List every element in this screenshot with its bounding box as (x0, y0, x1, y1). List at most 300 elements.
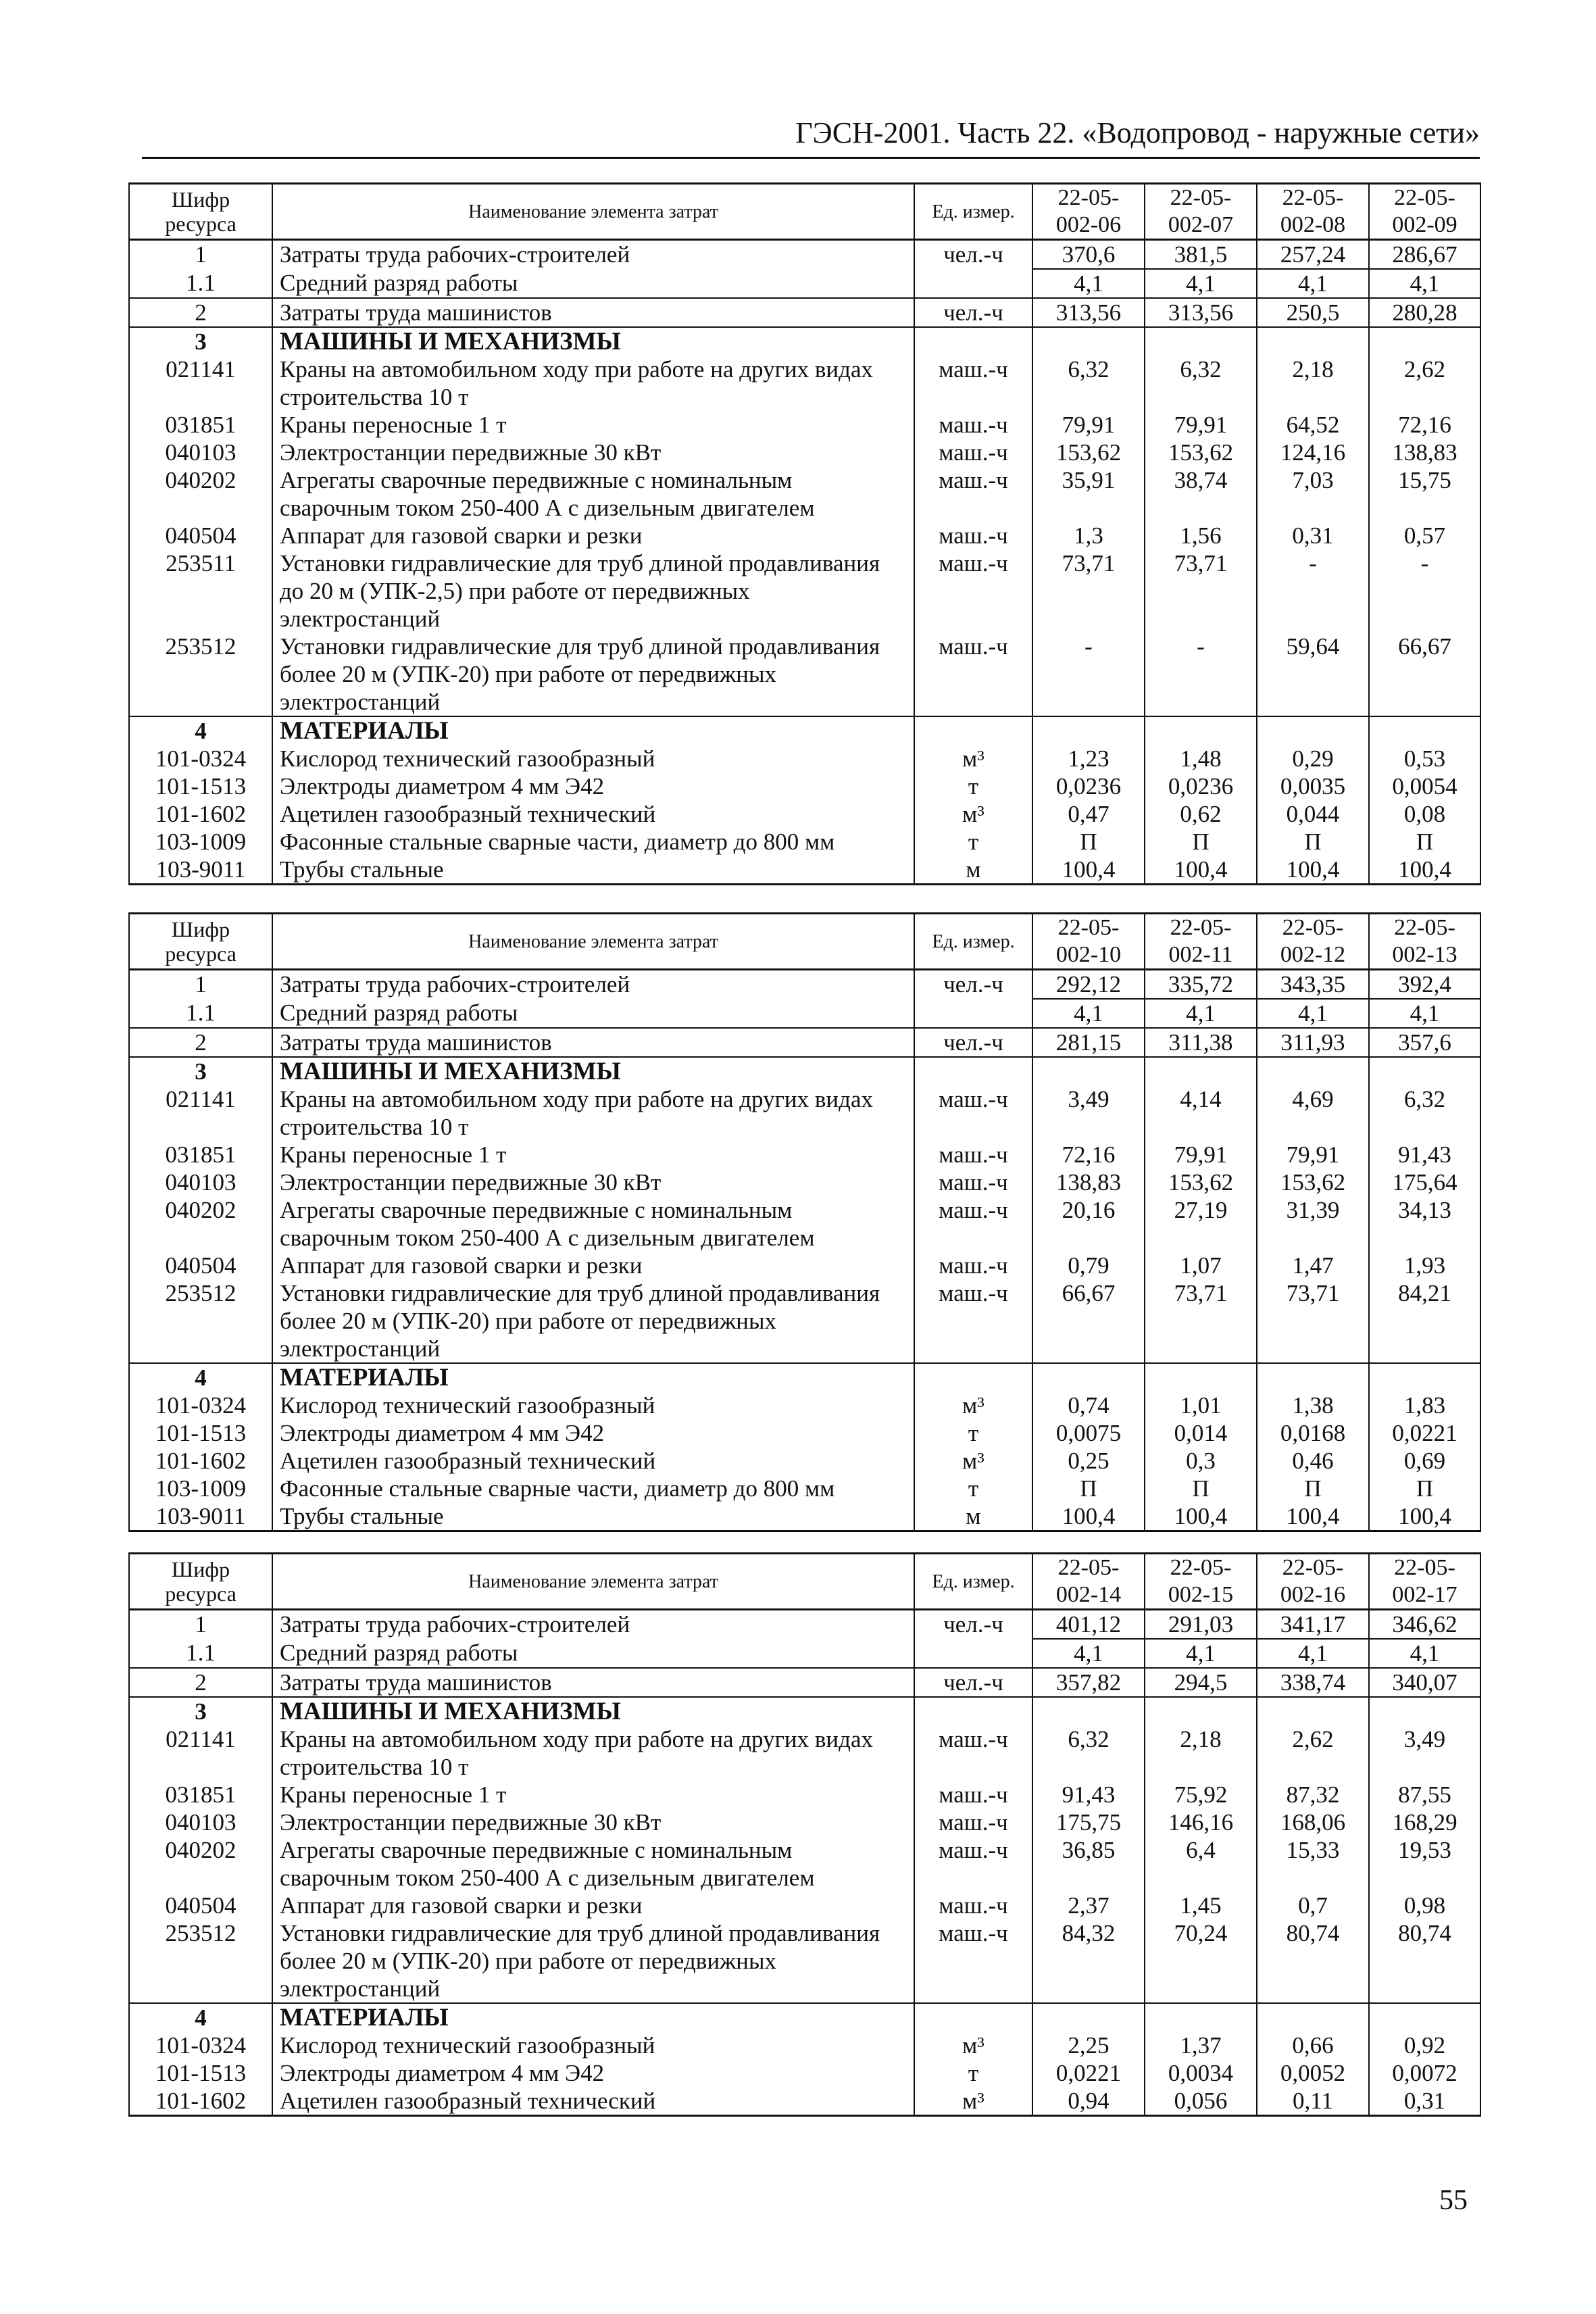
cost-element-cell: Средний разряд работы (272, 999, 914, 1028)
value-cell: 138,83 (1369, 439, 1480, 466)
value-cell: 1,37 (1145, 2032, 1257, 2059)
page-number: 55 (1439, 2185, 1468, 2216)
table-row (129, 828, 1480, 856)
value-cell: 357,6 (1369, 1028, 1480, 1057)
unit-cell: т (914, 1419, 1032, 1447)
value-cell: 4,1 (1032, 999, 1145, 1028)
unit-cell: м³ (914, 2087, 1032, 2116)
value-cell: 31,39 (1257, 1196, 1369, 1252)
cost-element-cell: Электроды диаметром 4 мм Э42 (272, 2059, 914, 2087)
value-cell: 100,4 (1145, 1502, 1257, 1531)
value-cell: 72,16 (1369, 411, 1480, 439)
cost-element-cell: Кислород технический газообразный (272, 1392, 914, 1419)
table-row (129, 411, 1480, 439)
value-cell: 4,1 (1145, 999, 1257, 1028)
section-row (129, 327, 1480, 355)
value-cell: 0,0072 (1369, 2059, 1480, 2087)
value-cell: - (1145, 633, 1257, 716)
value-cell: 0,31 (1369, 2087, 1480, 2116)
value-cell: 153,62 (1257, 1168, 1369, 1196)
value-cell: 138,83 (1032, 1168, 1145, 1196)
unit-cell: маш.-ч (914, 1808, 1032, 1836)
value-cell: 73,71 (1257, 1279, 1369, 1363)
value-cell: 4,1 (1145, 1639, 1257, 1668)
value-cell: 87,32 (1257, 1781, 1369, 1808)
value-cell: 1,83 (1369, 1392, 1480, 1419)
unit-cell: маш.-ч (914, 1168, 1032, 1196)
value-cell: 1,38 (1257, 1392, 1369, 1419)
unit-cell: маш.-ч (914, 1892, 1032, 1919)
value-cell: 2,37 (1032, 1892, 1145, 1919)
unit-cell: т (914, 828, 1032, 856)
cost-element-cell: Ацетилен газообразный технический (272, 2087, 914, 2116)
norm-code-header: 22-05-002-08 (1257, 184, 1369, 240)
value-cell: 100,4 (1032, 856, 1145, 885)
resource-code-cell: 253512 (129, 1279, 272, 1363)
value-cell: 0,62 (1145, 800, 1257, 828)
resource-code-cell: 1 (129, 970, 272, 1000)
unit-cell: м³ (914, 2032, 1032, 2059)
cost-element-cell: Краны переносные 1 т (272, 411, 914, 439)
table-row (129, 1419, 1480, 1447)
resource-code-cell: 040504 (129, 1892, 272, 1919)
resource-code-cell: 040103 (129, 1168, 272, 1196)
table-row (129, 970, 1480, 1000)
value-cell: 0,0168 (1257, 1419, 1369, 1447)
value-cell: 20,16 (1032, 1196, 1145, 1252)
section-title-cell: МАТЕРИАЛЫ (272, 2003, 914, 2032)
value-cell: 0,0054 (1369, 772, 1480, 800)
value-cell: 79,91 (1032, 411, 1145, 439)
value-cell: 294,5 (1145, 1668, 1257, 1697)
table-row (129, 999, 1480, 1028)
norm-code-header: 22-05-002-12 (1257, 914, 1369, 970)
unit-cell (914, 269, 1032, 298)
value-cell (1145, 1363, 1257, 1392)
value-cell: 250,5 (1257, 298, 1369, 327)
value-cell: 79,91 (1145, 411, 1257, 439)
value-cell: 75,92 (1145, 1781, 1257, 1808)
unit-cell (914, 1639, 1032, 1668)
value-cell: 7,03 (1257, 466, 1369, 522)
table-row (129, 1085, 1480, 1141)
value-cell: 280,28 (1369, 298, 1480, 327)
value-cell: 73,71 (1145, 549, 1257, 633)
value-cell: 6,32 (1032, 355, 1145, 411)
value-cell: 100,4 (1032, 1502, 1145, 1531)
value-cell (1145, 1697, 1257, 1725)
cost-element-cell: Агрегаты сварочные передвижные с номинальным сварочным током 250-400 А с дизельным двигателем (272, 466, 914, 522)
value-cell: 311,93 (1257, 1028, 1369, 1057)
value-cell: 4,1 (1257, 269, 1369, 298)
value-cell: 0,98 (1369, 1892, 1480, 1919)
cost-element-cell: Кислород технический газообразный (272, 745, 914, 772)
table-row (129, 1836, 1480, 1892)
value-cell: 73,71 (1032, 549, 1145, 633)
cost-element-cell: Краны на автомобильном ходу при работе на других видах строительства 10 т (272, 355, 914, 411)
table-row (129, 355, 1480, 411)
value-cell (1145, 327, 1257, 355)
value-cell: 168,29 (1369, 1808, 1480, 1836)
norm-code-header: 22-05-002-17 (1369, 1554, 1480, 1610)
cost-element-cell: Средний разряд работы (272, 269, 914, 298)
value-cell: 84,21 (1369, 1279, 1480, 1363)
value-cell (1032, 1697, 1145, 1725)
section-row (129, 2003, 1480, 2032)
unit-cell (914, 1697, 1032, 1725)
value-cell: - (1369, 549, 1480, 633)
value-cell (1257, 2003, 1369, 2032)
table-row (129, 1808, 1480, 1836)
unit-cell: м³ (914, 1392, 1032, 1419)
value-cell: 3,49 (1369, 1725, 1480, 1781)
table-row (129, 2032, 1480, 2059)
value-cell: 4,14 (1145, 1085, 1257, 1141)
value-cell: 1,3 (1032, 522, 1145, 549)
resource-code-cell: 101-1602 (129, 2087, 272, 2116)
value-cell: 1,45 (1145, 1892, 1257, 1919)
value-cell (1257, 327, 1369, 355)
cost-element-cell: Фасонные стальные сварные части, диаметр до 800 мм (272, 1475, 914, 1502)
value-cell (1257, 1363, 1369, 1392)
value-cell: П (1032, 1475, 1145, 1502)
value-cell: 100,4 (1369, 1502, 1480, 1531)
resource-code-cell: 4 (129, 1363, 272, 1392)
value-cell: 281,15 (1032, 1028, 1145, 1057)
resource-code-header: Шифр ресурса (129, 184, 272, 240)
value-cell: 91,43 (1369, 1141, 1480, 1168)
value-cell: 313,56 (1145, 298, 1257, 327)
cost-element-cell: Краны переносные 1 т (272, 1141, 914, 1168)
value-cell: 100,4 (1369, 856, 1480, 885)
table-row (129, 1475, 1480, 1502)
unit-cell: чел.-ч (914, 1028, 1032, 1057)
table-header-row (129, 914, 1480, 970)
value-cell: 72,16 (1032, 1141, 1145, 1168)
norm-code-header: 22-05-002-14 (1032, 1554, 1145, 1610)
unit-cell: м (914, 856, 1032, 885)
value-cell: 0,0236 (1032, 772, 1145, 800)
value-cell: 80,74 (1257, 1919, 1369, 2003)
value-cell: 6,32 (1145, 355, 1257, 411)
table-row (129, 1610, 1480, 1640)
resource-code-cell: 1.1 (129, 999, 272, 1028)
norms-table-2 (128, 912, 1481, 1532)
cost-element-cell: Ацетилен газообразный технический (272, 1447, 914, 1475)
value-cell: 381,5 (1145, 240, 1257, 270)
unit-header: Ед. измер. (914, 184, 1032, 240)
value-cell: 146,16 (1145, 1808, 1257, 1836)
cost-element-cell: Электростанции передвижные 30 кВт (272, 439, 914, 466)
value-cell: 34,13 (1369, 1196, 1480, 1252)
resource-code-cell: 253512 (129, 633, 272, 716)
table-row (129, 1168, 1480, 1196)
value-cell: 346,62 (1369, 1610, 1480, 1640)
value-cell: - (1032, 633, 1145, 716)
value-cell: 153,62 (1145, 439, 1257, 466)
value-cell (1145, 2003, 1257, 2032)
resource-code-cell: 040504 (129, 1252, 272, 1279)
cost-element-cell: Установки гидравлические для труб длиной продавливания более 20 м (УПК-20) при работе от передвижных электростанций (272, 1919, 914, 2003)
cost-element-cell: Трубы стальные (272, 1502, 914, 1531)
value-cell (1257, 1697, 1369, 1725)
unit-cell: маш.-ч (914, 549, 1032, 633)
page-header (142, 114, 1480, 159)
value-cell: 0,056 (1145, 2087, 1257, 2116)
norm-code-header: 22-05-002-13 (1369, 914, 1480, 970)
unit-cell: т (914, 1475, 1032, 1502)
resource-code-cell: 101-1513 (129, 2059, 272, 2087)
unit-cell: маш.-ч (914, 439, 1032, 466)
unit-cell: м³ (914, 800, 1032, 828)
resource-code-cell: 101-0324 (129, 1392, 272, 1419)
unit-cell (914, 1057, 1032, 1085)
value-cell: 6,32 (1032, 1725, 1145, 1781)
value-cell (1032, 1057, 1145, 1085)
resource-code-cell: 1.1 (129, 1639, 272, 1668)
value-cell: 4,1 (1369, 269, 1480, 298)
table-row (129, 1668, 1480, 1697)
cost-element-cell: Установки гидравлические для труб длиной продавливания до 20 м (УПК-2,5) при работе от передвижных электростанций (272, 549, 914, 633)
unit-cell: маш.-ч (914, 1781, 1032, 1808)
value-cell: П (1369, 1475, 1480, 1502)
value-cell: 0,69 (1369, 1447, 1480, 1475)
table-row (129, 800, 1480, 828)
value-cell: 84,32 (1032, 1919, 1145, 2003)
cost-element-cell: Агрегаты сварочные передвижные с номинальным сварочным током 250-400 А с дизельным двигателем (272, 1836, 914, 1892)
unit-cell (914, 1363, 1032, 1392)
table-row (129, 745, 1480, 772)
table-row (129, 466, 1480, 522)
value-cell (1369, 1363, 1480, 1392)
resource-code-cell: 103-1009 (129, 828, 272, 856)
value-cell: 1,23 (1032, 745, 1145, 772)
cost-element-cell: Электроды диаметром 4 мм Э42 (272, 1419, 914, 1447)
unit-cell: маш.-ч (914, 1279, 1032, 1363)
value-cell: 124,16 (1257, 439, 1369, 466)
value-cell: 4,1 (1257, 999, 1369, 1028)
section-title-cell: МАШИНЫ И МЕХАНИЗМЫ (272, 1057, 914, 1085)
value-cell: 0,014 (1145, 1419, 1257, 1447)
value-cell: 0,08 (1369, 800, 1480, 828)
value-cell: 175,64 (1369, 1168, 1480, 1196)
value-cell: 153,62 (1145, 1168, 1257, 1196)
value-cell: 0,0052 (1257, 2059, 1369, 2087)
resource-code-cell: 101-0324 (129, 2032, 272, 2059)
value-cell: 4,1 (1257, 1639, 1369, 1668)
resource-code-cell: 101-1602 (129, 1447, 272, 1475)
unit-cell: чел.-ч (914, 240, 1032, 270)
value-cell: 0,11 (1257, 2087, 1369, 2116)
value-cell: 0,47 (1032, 800, 1145, 828)
resource-code-cell: 040202 (129, 1836, 272, 1892)
unit-header: Ед. измер. (914, 1554, 1032, 1610)
value-cell (1032, 716, 1145, 745)
value-cell (1032, 1363, 1145, 1392)
value-cell: 291,03 (1145, 1610, 1257, 1640)
value-cell: 27,19 (1145, 1196, 1257, 1252)
unit-header: Ед. измер. (914, 914, 1032, 970)
value-cell: П (1032, 828, 1145, 856)
value-cell: 313,56 (1032, 298, 1145, 327)
value-cell: 0,31 (1257, 522, 1369, 549)
resource-code-cell: 101-0324 (129, 745, 272, 772)
value-cell: 370,6 (1032, 240, 1145, 270)
value-cell: 153,62 (1032, 439, 1145, 466)
value-cell: 80,74 (1369, 1919, 1480, 2003)
value-cell: 100,4 (1145, 856, 1257, 885)
norm-code-header: 22-05-002-11 (1145, 914, 1257, 970)
norm-code-header: 22-05-002-06 (1032, 184, 1145, 240)
value-cell: 401,12 (1032, 1610, 1145, 1640)
value-cell: 357,82 (1032, 1668, 1145, 1697)
value-cell: П (1257, 828, 1369, 856)
table-row (129, 2059, 1480, 2087)
value-cell: П (1369, 828, 1480, 856)
resource-code-header: Шифр ресурса (129, 1554, 272, 1610)
resource-code-cell: 040202 (129, 466, 272, 522)
cost-element-cell: Затраты труда рабочих-строителей (272, 240, 914, 270)
cost-element-cell: Электроды диаметром 4 мм Э42 (272, 772, 914, 800)
cost-element-header: Наименование элемента затрат (272, 184, 914, 240)
resource-code-cell: 3 (129, 327, 272, 355)
value-cell: 2,18 (1257, 355, 1369, 411)
cost-element-cell: Электростанции передвижные 30 кВт (272, 1168, 914, 1196)
value-cell: - (1257, 549, 1369, 633)
resource-code-cell: 040202 (129, 1196, 272, 1252)
value-cell: 335,72 (1145, 970, 1257, 1000)
value-cell (1257, 1057, 1369, 1085)
value-cell: 0,74 (1032, 1392, 1145, 1419)
unit-cell: чел.-ч (914, 1668, 1032, 1697)
value-cell: 64,52 (1257, 411, 1369, 439)
value-cell: 38,74 (1145, 466, 1257, 522)
unit-cell: м (914, 1502, 1032, 1531)
cost-element-cell: Затраты труда машинистов (272, 298, 914, 327)
value-cell: 0,66 (1257, 2032, 1369, 2059)
norm-code-header: 22-05-002-15 (1145, 1554, 1257, 1610)
value-cell: 2,25 (1032, 2032, 1145, 2059)
value-cell: 341,17 (1257, 1610, 1369, 1640)
value-cell (1369, 1697, 1480, 1725)
unit-cell (914, 327, 1032, 355)
value-cell (1369, 2003, 1480, 2032)
table-row (129, 1141, 1480, 1168)
table-row (129, 1028, 1480, 1057)
cost-element-cell: Аппарат для газовой сварки и резки (272, 1252, 914, 1279)
value-cell: 4,1 (1369, 1639, 1480, 1668)
value-cell: 1,56 (1145, 522, 1257, 549)
resource-code-cell: 103-9011 (129, 856, 272, 885)
table-row (129, 269, 1480, 298)
norm-code-header: 22-05-002-16 (1257, 1554, 1369, 1610)
resource-code-cell: 1.1 (129, 269, 272, 298)
resource-code-cell: 101-1513 (129, 1419, 272, 1447)
unit-cell (914, 999, 1032, 1028)
unit-cell: маш.-ч (914, 355, 1032, 411)
resource-code-header: Шифр ресурса (129, 914, 272, 970)
value-cell: 0,0035 (1257, 772, 1369, 800)
table-row (129, 1447, 1480, 1475)
resource-code-cell: 4 (129, 716, 272, 745)
resource-code-cell: 031851 (129, 1781, 272, 1808)
value-cell: 392,4 (1369, 970, 1480, 1000)
norms-table-1 (128, 182, 1481, 885)
resource-code-cell: 2 (129, 1028, 272, 1057)
resource-code-cell: 103-9011 (129, 1502, 272, 1531)
resource-code-cell: 040504 (129, 522, 272, 549)
section-title-cell: МАТЕРИАЛЫ (272, 716, 914, 745)
unit-cell: маш.-ч (914, 1836, 1032, 1892)
value-cell: 100,4 (1257, 856, 1369, 885)
table-row (129, 1781, 1480, 1808)
value-cell: 66,67 (1032, 1279, 1145, 1363)
table-row (129, 1892, 1480, 1919)
table-header-row (129, 184, 1480, 240)
unit-cell: маш.-ч (914, 466, 1032, 522)
value-cell (1257, 716, 1369, 745)
value-cell: 338,74 (1257, 1668, 1369, 1697)
resource-code-cell: 2 (129, 1668, 272, 1697)
unit-cell: м³ (914, 1447, 1032, 1475)
value-cell: 0,25 (1032, 1447, 1145, 1475)
resource-code-cell: 3 (129, 1057, 272, 1085)
unit-cell: маш.-ч (914, 1725, 1032, 1781)
value-cell (1032, 2003, 1145, 2032)
unit-cell: т (914, 2059, 1032, 2087)
document-title: ГЭСН-2001. Часть 22. «Водопровод - наружные сети» (795, 116, 1480, 149)
value-cell: 0,57 (1369, 522, 1480, 549)
resource-code-cell: 253511 (129, 549, 272, 633)
cost-element-cell: Аппарат для газовой сварки и резки (272, 1892, 914, 1919)
table-row (129, 1502, 1480, 1531)
norm-code-header: 22-05-002-09 (1369, 184, 1480, 240)
value-cell: 0,92 (1369, 2032, 1480, 2059)
value-cell (1032, 327, 1145, 355)
value-cell: 343,35 (1257, 970, 1369, 1000)
resource-code-cell: 040103 (129, 1808, 272, 1836)
section-row (129, 1697, 1480, 1725)
table-row (129, 1919, 1480, 2003)
value-cell: 0,044 (1257, 800, 1369, 828)
unit-cell: маш.-ч (914, 522, 1032, 549)
value-cell: 2,18 (1145, 1725, 1257, 1781)
value-cell: 87,55 (1369, 1781, 1480, 1808)
resource-code-cell: 031851 (129, 1141, 272, 1168)
value-cell (1369, 1057, 1480, 1085)
resource-code-cell: 4 (129, 2003, 272, 2032)
value-cell: 100,4 (1257, 1502, 1369, 1531)
table-row (129, 772, 1480, 800)
resource-code-cell: 1 (129, 240, 272, 270)
resource-code-cell: 103-1009 (129, 1475, 272, 1502)
cost-element-cell: Затраты труда рабочих-строителей (272, 970, 914, 1000)
resource-code-cell: 021141 (129, 355, 272, 411)
value-cell: 0,0236 (1145, 772, 1257, 800)
table-row (129, 2087, 1480, 2116)
table-row (129, 1392, 1480, 1419)
unit-cell (914, 2003, 1032, 2032)
resource-code-cell: 3 (129, 1697, 272, 1725)
value-cell: 4,1 (1032, 269, 1145, 298)
cost-element-cell: Затраты труда машинистов (272, 1028, 914, 1057)
section-row (129, 1057, 1480, 1085)
cost-element-cell: Затраты труда машинистов (272, 1668, 914, 1697)
norm-code-header: 22-05-002-07 (1145, 184, 1257, 240)
value-cell: 1,01 (1145, 1392, 1257, 1419)
value-cell: 4,1 (1032, 1639, 1145, 1668)
section-row (129, 716, 1480, 745)
